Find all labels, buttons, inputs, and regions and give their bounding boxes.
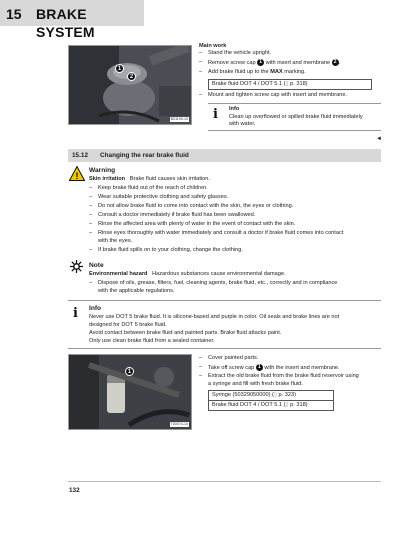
step-text: Cover painted parts. — [208, 355, 259, 361]
badge-1: 1 — [257, 59, 264, 66]
step-mount-cap — [199, 92, 347, 99]
step-text: with the insert and membrane. — [264, 364, 340, 371]
section-title: Changing the rear brake fluid — [100, 152, 189, 159]
chapter-number: 15 — [6, 6, 22, 22]
spec-ref: p. 318) — [290, 81, 308, 87]
main-work-heading: Main work — [199, 43, 227, 49]
info-text: Only use clean brake fluid from a sealed container. — [89, 338, 215, 344]
environment-icon — [70, 260, 83, 273]
callout-1: 1 — [115, 64, 124, 73]
photo-code: B01109-10 — [170, 117, 188, 122]
warning-title: Warning — [89, 167, 116, 174]
warning-item-text: Do not allow brake fluid to come into contact with the skin, the eyes or clothing. — [98, 203, 294, 209]
step-text: Extract the old brake fluid from the brake fluid reservoir using — [208, 373, 359, 379]
section-header — [68, 149, 381, 162]
spec-box-brake-fluid — [208, 400, 334, 411]
step-remove-cap: – Remove screw cap 1 with insert and membrane 2 . — [199, 59, 340, 67]
info-icon: i — [70, 306, 81, 320]
info-text: Clean up overflowed or spilled brake fluid immediately — [229, 114, 363, 120]
step-add-fluid — [199, 69, 306, 76]
book-icon: ▯ — [285, 81, 291, 87]
hazard-label: Environmental hazard — [89, 271, 148, 277]
info-text: with water. — [229, 121, 256, 127]
warning-item — [89, 247, 243, 254]
step-text: Add brake fluid up to the — [208, 69, 269, 75]
info-divider — [68, 300, 381, 301]
info-icon: i — [210, 107, 221, 121]
photo-code: T00074-10 — [170, 422, 188, 427]
warning-item — [89, 221, 295, 228]
spec-ref: p. 318) — [290, 402, 308, 408]
spec-ref: p. 323) — [278, 392, 296, 398]
info-divider — [68, 348, 381, 349]
warning-item-text: Rinse eyes thoroughly with water immediately and consult a doctor if brake fluid comes into contact — [98, 230, 344, 236]
info-divider — [208, 130, 381, 131]
step-text: Stand the vehicle upright. — [208, 50, 272, 56]
note-title: Note — [89, 262, 104, 269]
step-take-off-cap — [199, 364, 340, 372]
warning-item-text: If brake fluid spills on to your clothing, change the clothing. — [98, 247, 243, 253]
note-item-continued: with the applicable regulations. — [98, 288, 175, 294]
warning-hazard — [89, 176, 210, 183]
warning-item — [89, 185, 208, 192]
hazard-text: Brake fluid causes skin irritation. — [129, 176, 210, 182]
spec-text: Brake fluid DOT 4 / DOT 5.1 ( — [212, 402, 286, 408]
svg-text:!: ! — [75, 171, 79, 181]
warning-item — [89, 212, 255, 219]
book-icon: ▯ — [273, 392, 279, 398]
badge-1: 1 — [256, 364, 263, 371]
note-item-text: Dispose of oils, grease, filters, fuel, cleaning agents, brake fluid, etc., correctly and in compliance — [98, 280, 338, 286]
chapter-header — [0, 0, 144, 41]
hazard-label: Skin irritation — [89, 176, 126, 182]
note-hazard — [89, 271, 286, 278]
photo-brake-reservoir-front — [68, 45, 192, 125]
section-number: 15.12 — [72, 152, 88, 159]
step-extract-fluid — [199, 373, 359, 380]
warning-item — [89, 230, 343, 237]
warning-item-text: Rinse the affected area with plenty of water in the event of contact with the skin. — [98, 221, 296, 227]
step-text: with insert and membrane — [265, 59, 331, 66]
photo-brake-reservoir-rear — [68, 354, 192, 430]
continue-arrow-icon: ◄ — [376, 136, 382, 142]
info-text: Avoid contact between brake fluid and painted parts. Brake fluid attacks paint. — [89, 330, 282, 336]
step-extract-continued: a syringe and fill with fresh brake fluid. — [208, 381, 303, 387]
step-text: Mount and tighten screw cap with insert and membrane. — [208, 92, 347, 98]
footer-divider — [68, 481, 381, 482]
warning-item-continued: with the eyes. — [98, 238, 133, 244]
warning-item — [89, 194, 228, 201]
note-item — [89, 280, 337, 287]
callout-2: 2 — [127, 72, 136, 81]
page-number: 132 — [69, 487, 80, 494]
chapter-title: BRAKE SYSTEM — [36, 6, 95, 41]
book-icon: ▯ — [285, 402, 291, 408]
spec-text: Syringe (50329050000) ( — [212, 392, 274, 398]
info-title: Info — [229, 106, 240, 112]
warning-item — [89, 203, 293, 210]
step-cover-parts — [199, 355, 258, 362]
warning-item-text: Keep brake fluid out of the reach of children. — [98, 185, 208, 191]
info-title: Info — [89, 305, 102, 312]
warning-item-text: Wear suitable protective clothing and safety glasses. — [98, 194, 229, 200]
spec-box-brake-fluid — [208, 79, 372, 90]
step-stand-upright — [199, 50, 271, 57]
step-text-bold: MAX — [270, 69, 283, 75]
warning-item-text: Consult a doctor immediately if brake fluid has been swallowed. — [98, 212, 256, 218]
step-text: marking. — [284, 69, 306, 75]
info-text: Never use DOT 5 brake fluid. It is silicone-based and purple in color. Oil seals and brake lines are not — [89, 314, 340, 320]
photo-illustration — [69, 46, 192, 125]
step-text: Remove screw cap — [208, 59, 256, 66]
spec-text: Brake fluid DOT 4 / DOT 5.1 ( — [212, 81, 286, 87]
badge-2: 2 — [332, 59, 339, 66]
step-text: Take off screw cap — [208, 364, 255, 371]
hazard-text: Hazardous substances cause environmental damage. — [152, 271, 286, 277]
info-text: designed for DOT 5 brake fluid. — [89, 322, 167, 328]
info-divider — [208, 103, 381, 104]
warning-icon — [69, 166, 85, 181]
callout-1: 1 — [125, 367, 134, 376]
